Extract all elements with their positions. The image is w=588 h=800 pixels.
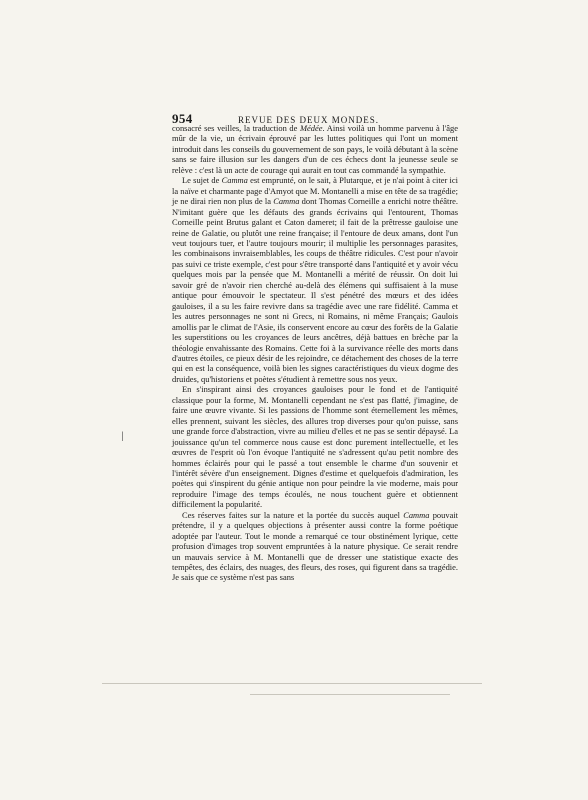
text-run: En s'inspirant ainsi des croyances gauloises pour le fond et de l'antiquité classique pour la forme, M. Montanelli cependant ne s'est pas flatté, j'imagine, de faire une œuvre vivante. Si les passions de l'homme sont éternellement les mêmes, elles prennent, suivant les siècles, des allures trop diverses pour qu'on puisse, sans une grande force d'abstraction, vivre au milieu d'elles et ne pas se sentir dépaysé. La jouissance qu'un tel commerce nous cause est donc purement intellectuelle, et les œuvres de l'esprit où l'on évoque l'antiquité ne s'adressent qu'au petit nombre des hommes éclairés pour qui le passé a tout ensemble le charme d'un souvenir et l'intérêt sévère d'un enseignement. Dignes d'estime et quelquefois d'admiration, les poètes qui s'inspirent du génie antique non pour peindre la vie moderne, mais pour reproduire l'image des temps écoulés, ne nous touchent guère et obtiennent difficilement la popularité. bbox=[172, 384, 458, 510]
text-run: Le sujet de bbox=[182, 175, 222, 186]
italic-title: Médée bbox=[300, 123, 323, 133]
text-run: consacré ses veilles, la traduction de bbox=[172, 123, 301, 133]
body-text bbox=[172, 123, 458, 583]
page-bleed-line bbox=[250, 694, 450, 695]
paragraph bbox=[172, 510, 458, 583]
text-run: . Ainsi voilà un homme parvenu à l'âge mûr de la vie, un écrivain éprouvé par les luttes politiques qui l'ont un moment introduit dans les conseils du gouvernement de son pays, le voilà débutant à la scène sans se faire illusion sur les dangers d'un de ces échecs dont la jeunesse seule se relève : c'est là un acte de courage qui aurait en tout cas commandé la sympathie. bbox=[172, 123, 458, 175]
page-bleed-line bbox=[102, 683, 482, 684]
italic-title: Camma bbox=[221, 175, 248, 186]
italic-title: Camma bbox=[273, 196, 300, 207]
paragraph bbox=[172, 384, 458, 509]
text-run: Ces réserves faites sur la nature et la portée du succès auquel bbox=[182, 509, 404, 520]
margin-pencil-mark: ǀ bbox=[121, 430, 124, 445]
paragraph bbox=[172, 123, 458, 175]
text-run: pouvait prétendre, il y a quelques objections à présenter aussi contre la forme poétique adoptée par l'auteur. Tout le monde a remarqué ce tour obstinément lyrique, cette profusion d'images trop souvent empruntées à la nature physique. Ce serait rendre un mauvais service à M. Montanelli que de dresser une statistique exacte des tempêtes, des éclairs, des nuages, des fleurs, des roses, qui figurent dans sa tragédie. Je sais que ce système n'est pas sans bbox=[172, 509, 459, 583]
italic-title: Camma bbox=[403, 509, 430, 520]
paragraph bbox=[172, 175, 458, 384]
text-run: est emprunté, on le sait, à Plutarque, et je n'ai point à citer ici la naïve et charmante page d'Amyot que M. Montanelli a mise en tête de sa tragédie; je ne dirai rien non plus de la bbox=[172, 175, 458, 207]
running-title: REVUE DES DEUX MONDES. bbox=[238, 115, 379, 125]
text-run: dont Thomas Corneille a enrichi notre théâtre. N'imitant guère que les défauts des grands écrivains qui l'entourent, Thomas Corneille peint Brutus galant et Caton dameret; il fait de la prêtresse gauloise une reine de Galatie, ou plutôt une reine française; il l'entoure de deux amans, dont l'un veut toujours tuer, et l'autre toujours mourir; il multiplie les personnages parasites, les combinaisons invraisemblables, les coups de théâtre ridicules. C'est pour n'avoir pas suivi ce triste exemple, c'est pour s'être transporté dans l'antiquité et y avoir vécu quelques mois par la pensée que M. Montanelli a mérité de réussir. On doit lui savoir gré de n'avoir rien cherché au-delà des élémens qui suffisaient à la muse antique pour émouvoir le spectateur. Il s'est pénétré des mœurs et des idées gauloises, il a su les faire revivre dans sa tragédie avec une rare fidélité. Camma et les autres personnages ne sont ni Grecs, ni Romains, ni même Français; Gaulois amollis par le climat de l'Asie, ils conservent encore au cœur des forêts de la Galatie les superstitions ou les croyances de leurs ancêtres, déjà battues en brèche par la théologie envahissante des Romains. Cette foi à la survivance réelle des morts dans d'autres étoiles, ce pieux désir de les rejoindre, ce détachement des choses de la terre qui en est la conséquence, voilà bien les signes caractéristiques du vieux dogme des druides, qu'historiens et poètes s'étudient à remettre sous nos yeux. bbox=[172, 196, 458, 384]
page-number: 954 bbox=[172, 111, 193, 126]
